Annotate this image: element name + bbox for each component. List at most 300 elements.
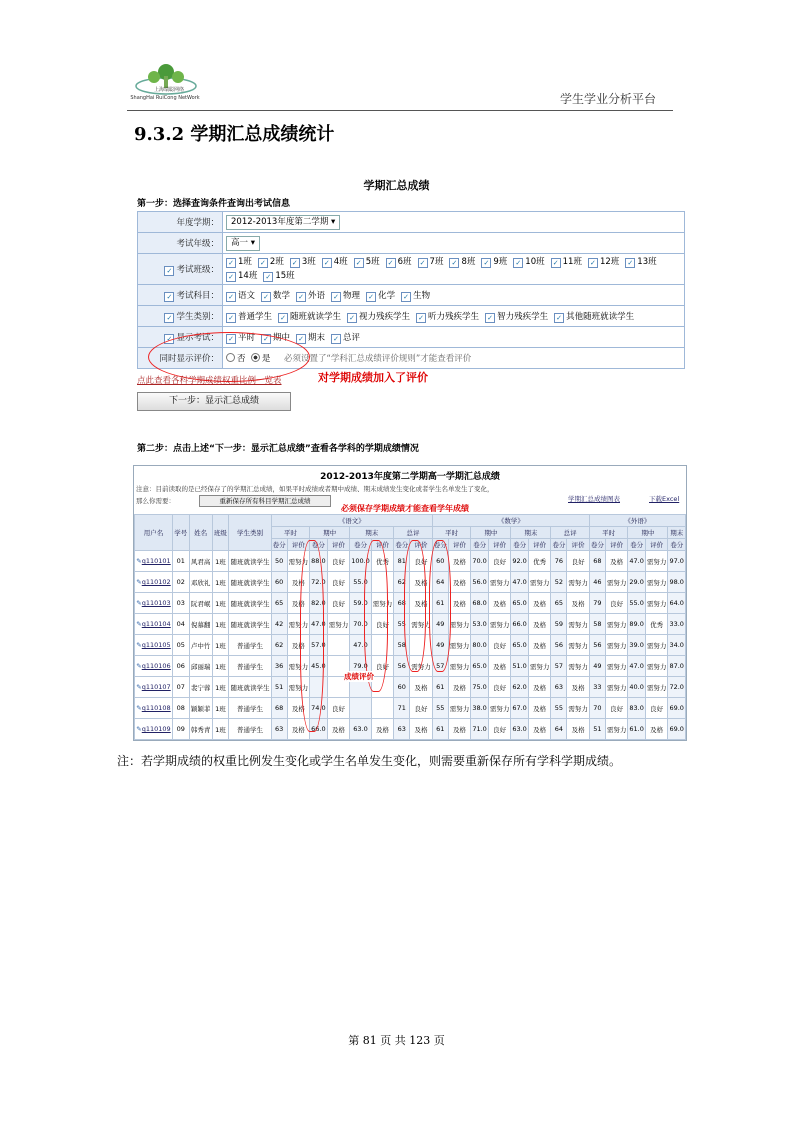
- category-option[interactable]: [347, 312, 410, 322]
- eval-header: 评价: [645, 539, 668, 551]
- download-excel-link[interactable]: 下载Excel: [649, 495, 680, 503]
- eval-cell: 需努力: [645, 656, 668, 677]
- eval-cell: 良好: [488, 551, 511, 572]
- results-note-2: 那么你需要：: [136, 497, 175, 505]
- eval-cell: 良好: [327, 698, 350, 719]
- category-option-label: 其他随班就读学生: [566, 311, 635, 322]
- subject-option-label: 数学: [273, 290, 291, 301]
- student-class: 1班: [212, 719, 229, 740]
- grade-label: 考试年级：: [138, 233, 223, 254]
- subject-option-label: 语文: [238, 290, 256, 301]
- eval-cell: 及格: [448, 677, 471, 698]
- eval-cell: 及格: [645, 719, 668, 740]
- score-cell: 47.0: [310, 614, 328, 635]
- eval-cell: 需努力: [645, 677, 668, 698]
- class-checkboxes: [223, 254, 685, 285]
- annotation-ring: [300, 540, 324, 732]
- class-option[interactable]: [354, 257, 380, 267]
- score-cell: 42: [271, 614, 287, 635]
- edit-icon[interactable]: ✎: [136, 704, 142, 712]
- score-cell: 55: [551, 698, 567, 719]
- eval-cell: 需努力: [488, 698, 511, 719]
- score-cell: 68.0: [471, 593, 489, 614]
- subject-option-label: 化学: [378, 290, 396, 301]
- edit-icon[interactable]: ✎: [136, 557, 142, 565]
- category-checkbox[interactable]: ✓: [554, 313, 564, 323]
- student-type: 随班就读学生: [229, 614, 271, 635]
- score-cell: 61: [432, 593, 448, 614]
- eval-header: 评价: [567, 539, 590, 551]
- subject-header: 《数学》: [432, 515, 589, 527]
- username-link[interactable]: q110102: [141, 578, 171, 586]
- score-cell: 29.0: [628, 572, 646, 593]
- student-no: 07: [173, 677, 190, 698]
- edit-icon[interactable]: ✎: [136, 599, 142, 607]
- username-cell: [135, 572, 173, 593]
- class-option-label: 6班: [397, 257, 412, 267]
- student-name: 韩秀青: [189, 719, 212, 740]
- score-cell: 62: [394, 572, 410, 593]
- class-checkbox[interactable]: ✓: [418, 258, 428, 268]
- class-checkbox[interactable]: ✓: [290, 258, 300, 268]
- score-header: 卷分: [668, 539, 686, 551]
- score-cell: 59.0: [350, 593, 372, 614]
- score-cell: 69.0: [668, 719, 686, 740]
- eval-cell: 优秀: [645, 614, 668, 635]
- category-option[interactable]: [485, 312, 548, 322]
- username-link[interactable]: q110103: [141, 599, 171, 607]
- eval-cell: 及格: [567, 593, 590, 614]
- score-cell: 76: [551, 551, 567, 572]
- edit-icon[interactable]: ✎: [136, 620, 142, 628]
- username-link[interactable]: q110106: [141, 662, 171, 670]
- eval-cell: 需努力: [567, 656, 590, 677]
- class-option[interactable]: [418, 257, 444, 267]
- score-cell: 51: [589, 719, 605, 740]
- eval-cell: 需努力: [567, 572, 590, 593]
- username-link[interactable]: q110105: [141, 641, 171, 649]
- eval-cell: [327, 635, 350, 656]
- class-checkbox[interactable]: ✓: [513, 258, 523, 268]
- eval-cell: 及格: [528, 593, 551, 614]
- exam-option[interactable]: [331, 333, 360, 343]
- score-cell: 65: [551, 593, 567, 614]
- eval-cell: 需努力: [371, 593, 394, 614]
- eval-cell: 及格: [287, 635, 310, 656]
- student-name: 邱丽瑞: [189, 656, 212, 677]
- category-option[interactable]: [226, 312, 272, 322]
- class-option-label: 2班: [269, 257, 284, 267]
- eval-cell: 良好: [488, 677, 511, 698]
- subject-option[interactable]: [366, 291, 395, 301]
- student-type: 随班就读学生: [229, 593, 271, 614]
- eval-header: 评价: [287, 539, 310, 551]
- period-header: 期中: [471, 527, 511, 539]
- save-all-button[interactable]: 重新保存所有科目学期汇总成绩: [199, 495, 331, 507]
- eval-cell: 及格: [488, 593, 511, 614]
- username-cell: [135, 677, 173, 698]
- score-cell: 47.0: [628, 656, 646, 677]
- eval-cell: 需努力: [645, 635, 668, 656]
- category-option[interactable]: [554, 312, 634, 322]
- eval-cell: 及格: [287, 698, 310, 719]
- score-cell: 51: [271, 677, 287, 698]
- exam-all-checkbox[interactable]: ✓: [164, 334, 174, 344]
- edit-icon[interactable]: ✎: [136, 683, 142, 691]
- score-cell: 47.0: [628, 551, 646, 572]
- username-link[interactable]: q110109: [141, 725, 171, 733]
- score-cell: 79.0: [350, 656, 372, 677]
- subject-label: 考试科目：: [176, 290, 219, 301]
- subject-checkbox[interactable]: ✓: [331, 292, 341, 302]
- eval-cell: 及格: [448, 572, 471, 593]
- class-checkbox[interactable]: ✓: [588, 258, 598, 268]
- score-cell: 57.0: [310, 635, 328, 656]
- subject-option[interactable]: [226, 291, 255, 301]
- category-option[interactable]: [278, 312, 341, 322]
- score-cell: 74.0: [310, 698, 328, 719]
- student-no: 05: [173, 635, 190, 656]
- class-checkbox[interactable]: ✓: [263, 272, 273, 282]
- score-cell: 53.0: [471, 614, 489, 635]
- logo-text-en: ShangHai RuiCong NetWork: [130, 95, 200, 101]
- username-link[interactable]: q110108: [141, 704, 171, 712]
- eval-cell: 需努力: [528, 656, 551, 677]
- class-option-label: 4班: [333, 257, 348, 267]
- class-option[interactable]: [588, 257, 619, 267]
- class-checkbox[interactable]: ✓: [226, 258, 236, 268]
- period-header: 平时: [432, 527, 471, 539]
- subject-option-label: 外语: [308, 290, 326, 301]
- score-header: 卷分: [394, 539, 410, 551]
- score-cell: 62.0: [511, 677, 529, 698]
- username-link[interactable]: q110101: [141, 557, 171, 565]
- score-header: 卷分: [271, 539, 287, 551]
- student-class: 1班: [212, 635, 229, 656]
- category-checkbox[interactable]: ✓: [278, 313, 288, 323]
- eval-cell: 及格: [567, 719, 590, 740]
- category-checkbox[interactable]: ✓: [416, 313, 426, 323]
- period-header: 期末: [668, 527, 686, 539]
- score-cell: 79: [589, 593, 605, 614]
- class-checkbox[interactable]: ✓: [449, 258, 459, 268]
- student-name: 阮君岷: [189, 593, 212, 614]
- class-option-label: 15班: [275, 271, 295, 281]
- score-cell: 66.0: [310, 719, 328, 740]
- eval-cell: 需努力: [287, 656, 310, 677]
- column-header: 班级: [212, 515, 229, 551]
- eval-cell: 及格: [410, 719, 433, 740]
- column-header: 姓名: [189, 515, 212, 551]
- exam-checkbox[interactable]: ✓: [226, 334, 236, 344]
- next-step-button[interactable]: 下一步：显示汇总成绩: [137, 392, 291, 411]
- category-all-checkbox[interactable]: ✓: [164, 313, 174, 323]
- eval-cell: 需努力: [488, 614, 511, 635]
- student-type: 随班就读学生: [229, 677, 271, 698]
- eval-header: 评价: [410, 539, 433, 551]
- student-no: 06: [173, 656, 190, 677]
- eval-cell: 需努力: [645, 551, 668, 572]
- grade-value: 高一: [231, 237, 249, 248]
- class-option[interactable]: [625, 257, 656, 267]
- category-option-label: 随班就读学生: [290, 311, 342, 322]
- student-type: 普通学生: [229, 719, 271, 740]
- username-cell: [135, 656, 173, 677]
- eval-header: 评价: [605, 539, 628, 551]
- exam-checkbox[interactable]: ✓: [296, 334, 306, 344]
- eval-cell: 需努力: [287, 551, 310, 572]
- eval-cell: 及格: [488, 656, 511, 677]
- eval-no-label: 否: [237, 354, 246, 364]
- category-checkbox[interactable]: ✓: [485, 313, 495, 323]
- score-cell: 33.0: [668, 614, 686, 635]
- score-header: 卷分: [350, 539, 372, 551]
- class-checkbox[interactable]: ✓: [258, 258, 268, 268]
- chart-link[interactable]: 学期汇总成绩图表: [568, 495, 620, 503]
- class-option[interactable]: [226, 257, 252, 267]
- exam-option-label: 总评: [343, 332, 361, 343]
- score-cell: 58: [589, 614, 605, 635]
- score-cell: 68: [394, 593, 410, 614]
- class-option[interactable]: [290, 257, 316, 267]
- score-cell: 62: [271, 635, 287, 656]
- score-cell: 71: [394, 698, 410, 719]
- score-cell: 51.0: [511, 656, 529, 677]
- score-cell: 57: [432, 656, 448, 677]
- table-row: [135, 719, 686, 740]
- subject-all-checkbox[interactable]: ✓: [164, 292, 174, 302]
- class-option[interactable]: [386, 257, 412, 267]
- eval-header: 评价: [371, 539, 394, 551]
- score-cell: 68: [589, 551, 605, 572]
- exam-label: 显示考试：: [176, 332, 219, 343]
- class-option-label: 14班: [238, 271, 258, 281]
- subject-checkbox[interactable]: ✓: [366, 292, 376, 302]
- score-cell: 80.0: [471, 635, 489, 656]
- subject-option[interactable]: [401, 291, 430, 301]
- eval-cell: 及格: [371, 719, 394, 740]
- score-cell: 64: [432, 572, 448, 593]
- username-cell: [135, 698, 173, 719]
- student-type: 随班就读学生: [229, 551, 271, 572]
- score-cell: 89.0: [628, 614, 646, 635]
- score-cell: 72.0: [310, 572, 328, 593]
- class-option[interactable]: [263, 271, 294, 281]
- eval-cell: 及格: [528, 719, 551, 740]
- class-option[interactable]: [551, 257, 582, 267]
- class-option[interactable]: [322, 257, 348, 267]
- eval-cell: 及格: [528, 677, 551, 698]
- term-select[interactable]: [226, 215, 340, 230]
- period-header: 期中: [628, 527, 668, 539]
- subject-checkbox[interactable]: ✓: [401, 292, 411, 302]
- eval-label: 同时显示评价：: [138, 348, 223, 369]
- subject-checkboxes: [223, 285, 685, 306]
- student-class: 1班: [212, 551, 229, 572]
- eval-header: 评价: [327, 539, 350, 551]
- class-option-label: 1班: [238, 257, 252, 267]
- class-checkbox[interactable]: ✓: [481, 258, 491, 268]
- section-title: 9.3.2 学期汇总成绩统计: [134, 124, 335, 145]
- chevron-down-icon: ▾: [331, 216, 336, 227]
- score-cell: 47.0: [511, 572, 529, 593]
- subject-checkbox[interactable]: ✓: [296, 292, 306, 302]
- eval-cell: 及格: [410, 677, 433, 698]
- student-no: 01: [173, 551, 190, 572]
- grade-select[interactable]: [226, 236, 260, 251]
- score-cell: [350, 698, 372, 719]
- subject-checkbox[interactable]: ✓: [226, 292, 236, 302]
- exam-option-label: 平时: [238, 332, 256, 343]
- score-cell: 59: [551, 614, 567, 635]
- category-option[interactable]: [416, 312, 479, 322]
- period-header: 平时: [589, 527, 628, 539]
- class-option[interactable]: [226, 271, 257, 281]
- eval-cell: 优秀: [528, 551, 551, 572]
- score-cell: 63: [551, 677, 567, 698]
- score-cell: 55: [432, 698, 448, 719]
- class-option[interactable]: [258, 257, 284, 267]
- exam-option-label: 期末: [308, 332, 326, 343]
- category-checkbox[interactable]: ✓: [347, 313, 357, 323]
- score-cell: 38.0: [471, 698, 489, 719]
- eval-cell: 良好: [605, 698, 628, 719]
- class-option-label: 10班: [525, 257, 545, 267]
- subject-header: 《外语》: [589, 515, 685, 527]
- score-cell: 47.0: [350, 635, 372, 656]
- eval-cell: 需努力: [567, 698, 590, 719]
- score-cell: 70.0: [471, 551, 489, 572]
- score-cell: 64.0: [668, 593, 686, 614]
- subject-option[interactable]: [331, 291, 360, 301]
- score-cell: 60: [432, 551, 448, 572]
- username-cell: [135, 635, 173, 656]
- score-cell: 92.0: [511, 551, 529, 572]
- student-no: 03: [173, 593, 190, 614]
- subject-option[interactable]: [296, 291, 325, 301]
- eval-cell: 良好: [327, 593, 350, 614]
- score-cell: 56: [589, 635, 605, 656]
- eval-cell: 需努力: [488, 572, 511, 593]
- eval-cell: 良好: [410, 551, 433, 572]
- score-cell: 72.0: [668, 677, 686, 698]
- score-cell: 63: [271, 719, 287, 740]
- score-cell: 55.0: [350, 572, 372, 593]
- category-checkbox[interactable]: ✓: [226, 313, 236, 323]
- score-cell: 65.0: [471, 656, 489, 677]
- score-cell: 56.0: [471, 572, 489, 593]
- username-link[interactable]: q110107: [141, 683, 171, 691]
- class-option[interactable]: [513, 257, 544, 267]
- eval-cell: [371, 698, 394, 719]
- score-cell: 71.0: [471, 719, 489, 740]
- edit-icon[interactable]: ✎: [136, 578, 142, 586]
- footnote: 注：若学期成绩的权重比例发生变化或学生名单发生变化，则需要重新保存所有学科学期成绩。: [117, 754, 622, 768]
- eval-cell: 需努力: [605, 572, 628, 593]
- category-checkboxes: [223, 306, 685, 327]
- class-option[interactable]: [481, 257, 507, 267]
- period-header: 期末: [350, 527, 394, 539]
- score-cell: 70.0: [350, 614, 372, 635]
- eval-cell: 及格: [410, 572, 433, 593]
- period-header: 期末: [511, 527, 551, 539]
- class-checkbox[interactable]: ✓: [354, 258, 364, 268]
- student-type: 普通学生: [229, 635, 271, 656]
- category-label-cell: [138, 306, 223, 327]
- step2-heading: 第二步：点击上述“下一步：显示汇总成绩”查看各学科的学期成绩情况: [137, 444, 419, 454]
- eval-hint: 必须设置了“学科汇总成绩评价规则”才能查看评价: [283, 354, 472, 364]
- score-cell: 87.0: [668, 656, 686, 677]
- edit-icon[interactable]: ✎: [136, 725, 142, 733]
- category-option-label: 普通学生: [238, 311, 273, 322]
- username-link[interactable]: q110104: [141, 620, 171, 628]
- student-name: 裴宁蓉: [189, 677, 212, 698]
- class-checkbox[interactable]: ✓: [226, 272, 236, 282]
- edit-icon[interactable]: ✎: [136, 662, 142, 670]
- score-cell: 61: [432, 719, 448, 740]
- eval-cell: 需努力: [327, 614, 350, 635]
- exam-checkbox[interactable]: ✓: [331, 334, 341, 344]
- edit-icon[interactable]: ✎: [136, 641, 142, 649]
- score-header: 卷分: [511, 539, 529, 551]
- weights-link[interactable]: 点此查看各科学期成绩权重比例一览表: [137, 376, 282, 386]
- column-header: 学生类别: [229, 515, 271, 551]
- exam-checkbox[interactable]: ✓: [261, 334, 271, 344]
- score-cell: 66.0: [511, 614, 529, 635]
- exam-option[interactable]: [296, 333, 325, 343]
- class-option-label: 7班: [429, 257, 444, 267]
- eval-cell: 需努力: [287, 677, 310, 698]
- class-checkbox[interactable]: ✓: [322, 258, 332, 268]
- class-all-checkbox[interactable]: ✓: [164, 266, 174, 276]
- eval-yes-label: 是: [261, 354, 271, 364]
- annotation-ring: [404, 540, 426, 672]
- class-option-label: 9班: [493, 257, 508, 267]
- student-name: 倪慕翻: [189, 614, 212, 635]
- eval-cell: 良好: [645, 698, 668, 719]
- subject-checkbox[interactable]: ✓: [261, 292, 271, 302]
- class-option[interactable]: [449, 257, 475, 267]
- student-name: 邓欣礼: [189, 572, 212, 593]
- eval-cell: 需努力: [287, 614, 310, 635]
- table-row: [135, 677, 686, 698]
- score-cell: 49: [432, 614, 448, 635]
- score-cell: 63: [394, 719, 410, 740]
- score-cell: 63.0: [350, 719, 372, 740]
- eval-cell: 需努力: [448, 698, 471, 719]
- score-cell: 34.0: [668, 635, 686, 656]
- eval-cell: 良好: [371, 614, 394, 635]
- eval-cell: 需努力: [448, 614, 471, 635]
- eval-cell: 良好: [605, 593, 628, 614]
- score-cell: 49: [432, 635, 448, 656]
- logo-text-cn: 上海瑞聪网络: [153, 87, 184, 93]
- score-cell: 60: [271, 572, 287, 593]
- class-checkbox[interactable]: ✓: [625, 258, 635, 268]
- class-checkbox[interactable]: ✓: [551, 258, 561, 268]
- eval-cell: 需努力: [645, 572, 668, 593]
- class-checkbox[interactable]: ✓: [386, 258, 396, 268]
- subject-option[interactable]: [261, 291, 290, 301]
- score-header: 卷分: [432, 539, 448, 551]
- username-cell: [135, 719, 173, 740]
- student-name: 颖颖菲: [189, 698, 212, 719]
- class-option-label: 12班: [599, 257, 620, 267]
- results-title: 2012-2013年度第二学期高一学期汇总成绩: [320, 472, 500, 482]
- score-cell: 46: [589, 572, 605, 593]
- eval-cell: 良好: [371, 656, 394, 677]
- score-cell: 39.0: [628, 635, 646, 656]
